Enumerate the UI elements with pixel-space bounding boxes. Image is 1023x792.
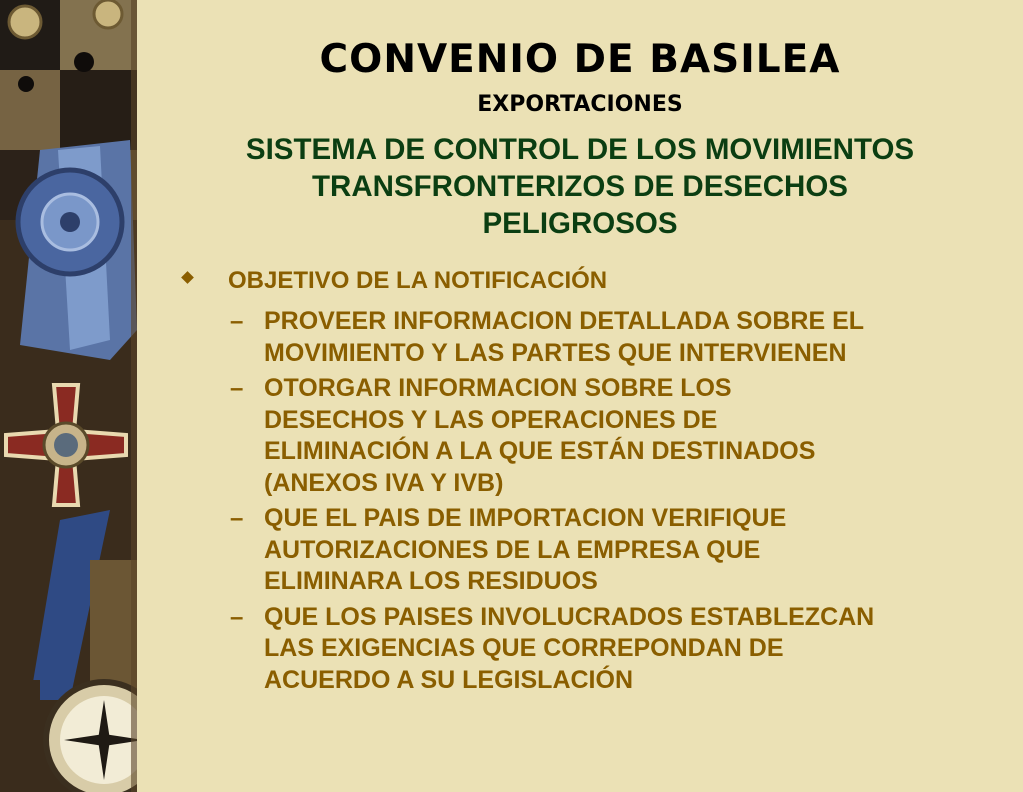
main-bullet: OBJETIVO DE LA NOTIFICACIÓN (228, 267, 608, 294)
list-item-line: LAS EXIGENCIAS QUE CORREPONDAN DE (264, 634, 784, 662)
list-item-line: (ANEXOS IVA Y IVB) (264, 468, 504, 497)
list-item-line: DESECHOS Y LAS OPERACIONES DE (264, 405, 718, 434)
dash-bullet-icon: – (230, 603, 244, 631)
slide-heading (165, 131, 995, 242)
slide-subtitle: EXPORTACIONES (477, 92, 683, 117)
decorative-medal-image (0, 0, 137, 792)
list-item (228, 373, 998, 499)
dash-bullet-icon: – (230, 505, 244, 532)
list-item-line: AUTORIZACIONES DE LA EMPRESA QUE (264, 535, 761, 564)
list-item-line: QUE LOS PAISES INVOLUCRADOS ESTABLEZCAN (264, 602, 875, 631)
heading-line: SISTEMA DE CONTROL DE LOS MOVIMIENTOS (245, 133, 915, 166)
sub-bullet-list (228, 306, 998, 700)
list-item-line: ACUERDO A SU LEGISLACIÓN (264, 665, 633, 694)
dash-bullet-icon: – (230, 375, 244, 402)
list-item (228, 602, 998, 697)
heading-line: PELIGROSOS (482, 207, 678, 240)
list-item-line: QUE EL PAIS DE IMPORTACION VERIFIQUE (264, 504, 787, 532)
list-item (228, 306, 998, 369)
dash-bullet-icon: – (230, 308, 244, 335)
list-item (228, 503, 998, 598)
list-item-line: PROVEER INFORMACION DETALLADA SOBRE EL (264, 307, 865, 335)
slide-title: CONVENIO DE BASILEA (319, 37, 841, 82)
list-item-line: ELIMINARA LOS RESIDUOS (264, 567, 598, 595)
diamond-bullet-icon (181, 271, 194, 284)
list-item-line: OTORGAR INFORMACION SOBRE LOS (264, 374, 732, 402)
list-item-line: MOVIMIENTO Y LAS PARTES QUE INTERVIENEN (264, 338, 847, 367)
list-item-line: ELIMINACIÓN A LA QUE ESTÁN DESTINADOS (264, 437, 816, 465)
heading-line: TRANSFRONTERIZOS DE DESECHOS (312, 170, 848, 203)
